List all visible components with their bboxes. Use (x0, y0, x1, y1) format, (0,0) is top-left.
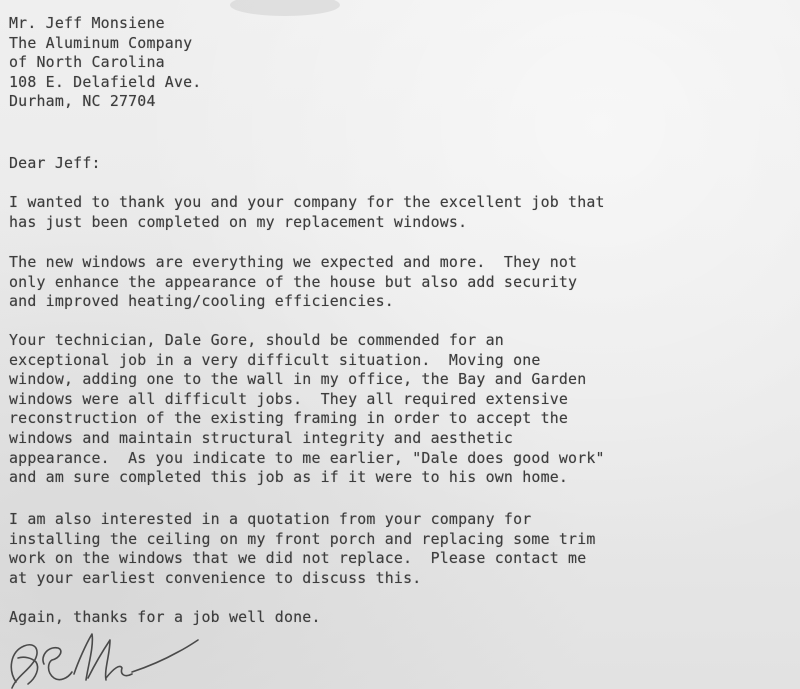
greeting-line: Dear Jeff: (9, 154, 101, 172)
body-line: has just been completed on my replacement windows. (9, 212, 468, 231)
address-line: The Aluminum Company (9, 33, 193, 52)
body-line: windows and maintain structural integrity and aesthetic (9, 428, 514, 447)
body-line: I am also interested in a quotation from your company for (9, 510, 532, 528)
body-line: reconstruction of the existing framing in order to accept the (9, 409, 569, 428)
paragraph-technician (9, 331, 605, 488)
address-line: Durham, NC 27704 (9, 92, 156, 111)
body-line: I wanted to thank you and your company for the excellent job that (9, 193, 605, 211)
body-line: window, adding one to the wall in my office, the Bay and Garden (9, 370, 587, 389)
body-line: The new windows are everything we expected and more. They not (9, 253, 578, 271)
body-line: windows were all difficult jobs. They all required extensive (9, 389, 569, 408)
body-line: installing the ceiling on my front porch and replacing some trim (9, 529, 596, 548)
handwritten-signature (2, 622, 202, 689)
paragraph-windows (9, 253, 577, 312)
body-line: and am sure completed this job as if it were to his own home. (9, 468, 569, 487)
body-line: and improved heating/cooling efficiencies. (9, 292, 394, 311)
address-line: 108 E. Delafield Ave. (9, 72, 202, 91)
body-line: at your earliest convenience to discuss this. (9, 568, 422, 587)
paragraph-thanks (9, 193, 605, 232)
body-line: only enhance the appearance of the house but also add security (9, 272, 578, 291)
address-line: Mr. Jeff Monsiene (9, 14, 165, 32)
closing-line: Again, thanks for a job well done. (9, 608, 321, 626)
body-line: appearance. As you indicate to me earlier, "Dale does good work" (9, 448, 605, 467)
paragraph-quotation (9, 510, 596, 588)
body-line: Your technician, Dale Gore, should be commended for an (9, 331, 504, 349)
paper-smudge (230, 0, 340, 16)
body-line: work on the windows that we did not replace. Please contact me (9, 549, 587, 568)
address-line: of North Carolina (9, 53, 165, 72)
greeting (9, 154, 101, 174)
body-line: exceptional job in a very difficult situation. Moving one (9, 350, 541, 369)
recipient-address (9, 14, 201, 112)
